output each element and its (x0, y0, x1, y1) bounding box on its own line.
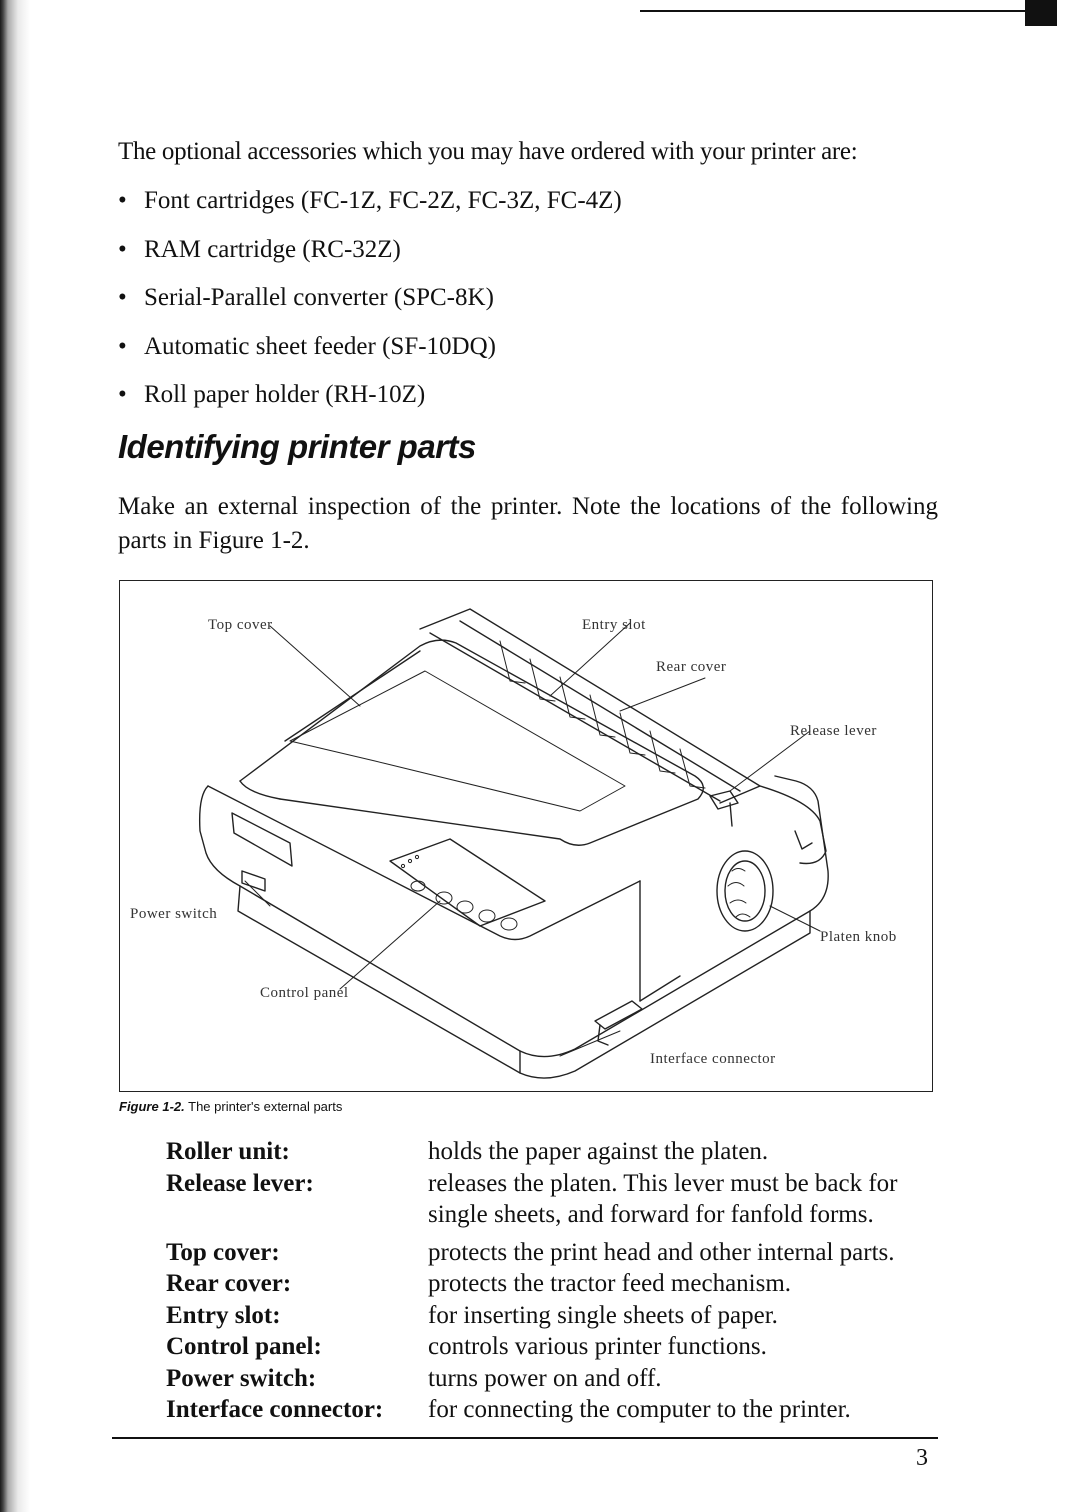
part-row (166, 1168, 966, 1200)
part-definition: holds the paper against the platen. (428, 1138, 769, 1165)
part-row-continuation (166, 1199, 966, 1231)
part-row (166, 1237, 966, 1269)
list-item: • Automatic sheet feeder (SF-10DQ) (118, 332, 496, 360)
bullet-icon: • (118, 284, 127, 311)
part-row (166, 1136, 966, 1168)
intro-sentence: The optional accessories which you may have ordered with your printer are: (118, 138, 858, 165)
bullet-icon: • (118, 235, 127, 263)
label-entry-slot: Entry slot (582, 617, 646, 633)
part-term: Rear cover: (166, 1270, 292, 1297)
part-definition: protects the tractor feed mechanism. (428, 1270, 792, 1297)
part-definition: controls various printer functions. (428, 1333, 767, 1360)
part-row (166, 1331, 966, 1363)
page-number: 3 (916, 1445, 928, 1471)
part-definition: for inserting single sheets of paper. (428, 1301, 778, 1329)
part-term: Entry slot: (166, 1301, 281, 1329)
label-top-cover: Top cover (208, 617, 273, 633)
part-term: Power switch: (166, 1364, 317, 1392)
part-term: Control panel: (166, 1333, 322, 1360)
part-definition: turns power on and off. (428, 1364, 662, 1392)
label-release-lever: Release lever (790, 723, 877, 739)
part-term: Top cover: (166, 1238, 280, 1266)
part-term: Interface connector: (166, 1396, 384, 1423)
header-tab-mark (1025, 0, 1057, 26)
part-row (166, 1363, 966, 1395)
bullet-icon: • (118, 381, 127, 408)
header-rule (640, 10, 1025, 12)
printer-illustration (120, 581, 932, 1091)
bullet-icon: • (118, 187, 127, 214)
printer-figure (119, 580, 933, 1092)
part-definition: releases the platen. This lever must be back for (428, 1169, 898, 1197)
list-item: • Roll paper holder (RH-10Z) (118, 381, 426, 408)
section-heading: Identifying printer parts (118, 428, 476, 465)
part-definition: protects the print head and other internal parts. (428, 1238, 895, 1266)
accessory-list (118, 186, 622, 429)
caption-prefix: Figure 1-2. (119, 1099, 185, 1114)
part-row (166, 1300, 966, 1332)
part-term: Release lever: (166, 1169, 314, 1197)
part-definition-line2: single sheets, and forward for fanfold forms. (428, 1201, 874, 1228)
parts-list (166, 1136, 966, 1426)
list-item: • Font cartridges (FC-1Z, FC-2Z, FC-3Z, FC-4Z) (118, 187, 622, 214)
label-platen-knob: Platen knob (820, 929, 897, 945)
instruction-paragraph: Make an external inspection of the printer. Note the locations of the following parts in Figure 1-2. (118, 493, 938, 554)
figure-caption (119, 1099, 342, 1114)
label-control-panel: Control panel (260, 985, 349, 1001)
part-row (166, 1268, 966, 1300)
list-item: • RAM cartridge (RC-32Z) (118, 235, 401, 263)
label-power-switch: Power switch (130, 906, 218, 922)
part-definition: for connecting the computer to the printer. (428, 1396, 851, 1423)
caption-text: The printer's external parts (188, 1099, 343, 1114)
scan-binding-edge (0, 0, 30, 1512)
part-row (166, 1394, 966, 1426)
footer-rule (112, 1437, 938, 1439)
part-term: Roller unit: (166, 1138, 290, 1165)
label-interface-connector: Interface connector (650, 1051, 776, 1067)
bullet-icon: • (118, 332, 127, 360)
list-item: • Serial-Parallel converter (SPC-8K) (118, 284, 494, 311)
label-rear-cover: Rear cover (656, 659, 727, 675)
